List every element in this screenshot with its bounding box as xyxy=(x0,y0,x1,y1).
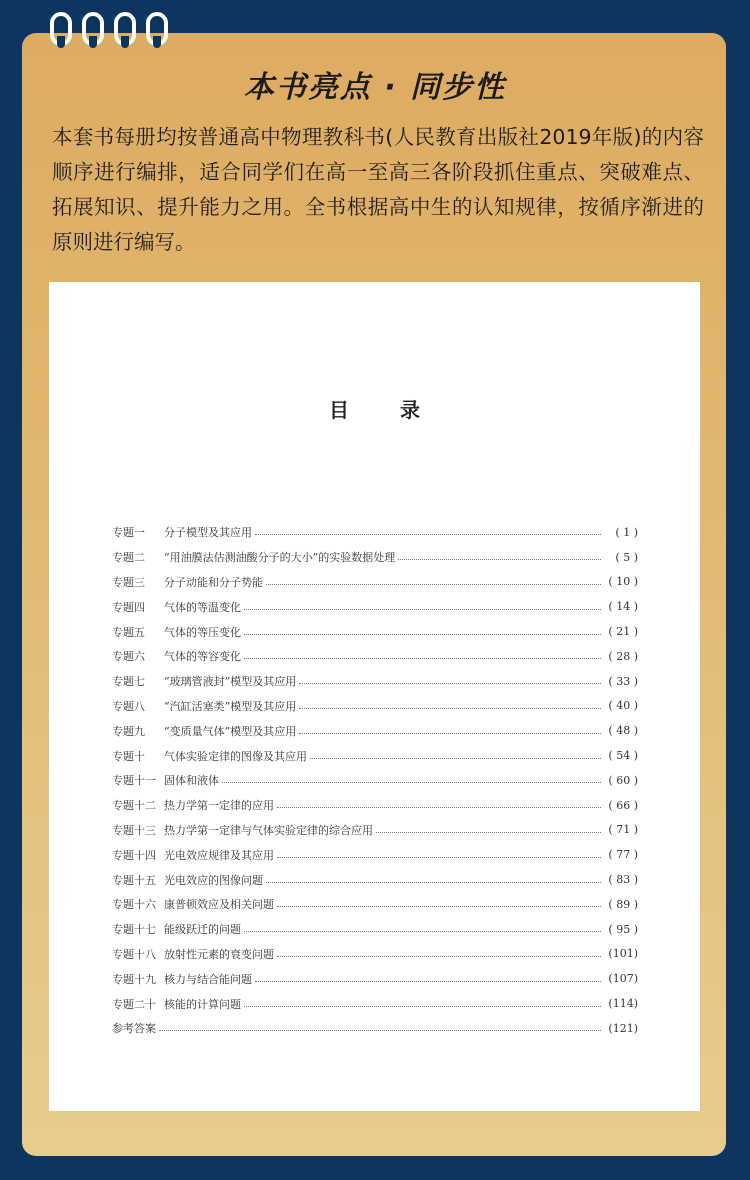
toc-entry-label: 专题十八 xyxy=(112,947,156,961)
toc-entry-title: “玻璃管液封”模型及其应用 xyxy=(164,675,297,689)
dot-leader xyxy=(310,757,601,759)
toc-entry-page: ( 33 ) xyxy=(608,674,638,688)
toc-entry xyxy=(112,793,638,818)
toc-entry-title: 热力学第一定律与气体实验定律的综合应用 xyxy=(164,823,373,837)
toc-entry xyxy=(112,644,638,669)
toc-entry-label: 专题十一 xyxy=(112,774,156,788)
toc-entry-label: 专题九 xyxy=(112,724,145,738)
toc-entry-label: 专题三 xyxy=(112,575,145,589)
dot-leader xyxy=(376,831,601,833)
dot-leader xyxy=(299,682,601,684)
toc-entry-title: 气体的等容变化 xyxy=(164,650,241,664)
toc-entry-title: 分子动能和分子势能 xyxy=(164,575,263,589)
toc-entry-page: ( 40 ) xyxy=(608,699,638,713)
dot-leader xyxy=(244,633,601,635)
toc-entry xyxy=(112,892,638,917)
toc-entry-page: ( 83 ) xyxy=(608,873,638,887)
toc-entry-page: ( 54 ) xyxy=(608,749,638,763)
toc-entry xyxy=(112,991,638,1016)
dot-leader xyxy=(244,1005,601,1007)
toc-entry-title: “用油膜法估测油酸分子的大小”的实验数据处理 xyxy=(164,551,396,565)
toc-entry xyxy=(112,619,638,644)
toc-entry xyxy=(112,694,638,719)
dot-leader xyxy=(277,905,601,907)
dot-leader xyxy=(159,1029,601,1031)
toc-title: 目 录 xyxy=(329,398,442,422)
toc-entry-page: ( 48 ) xyxy=(608,724,638,738)
ring-icon xyxy=(82,12,104,46)
toc-entry-title: 气体实验定律的图像及其应用 xyxy=(164,749,307,763)
toc-entry-page: ( 66 ) xyxy=(608,798,638,812)
dot-leader xyxy=(255,533,601,535)
toc-entry-page: ( 95 ) xyxy=(608,922,638,936)
dot-leader xyxy=(277,806,601,808)
toc-entry-label: 专题十二 xyxy=(112,799,156,813)
toc-entry xyxy=(112,669,638,694)
toc-entry-title: 固体和液体 xyxy=(164,774,219,788)
toc-entry xyxy=(112,768,638,793)
dot-leader xyxy=(222,781,601,783)
toc-entry-page: ( 28 ) xyxy=(608,649,638,663)
toc-entry-label: 专题一 xyxy=(112,526,145,540)
table-of-contents xyxy=(112,520,638,1041)
toc-entry-title: 气体的等温变化 xyxy=(164,600,241,614)
toc-entry-page: (101) xyxy=(608,947,638,961)
toc-entry xyxy=(112,867,638,892)
toc-entry-title: 康普顿效应及相关问题 xyxy=(164,898,274,912)
toc-entry xyxy=(112,570,638,595)
toc-entry-title: 放射性元素的衰变问题 xyxy=(164,947,274,961)
toc-entry xyxy=(112,718,638,743)
dot-leader xyxy=(244,657,601,659)
toc-entry-label: 专题六 xyxy=(112,650,145,664)
toc-entry-label: 专题二十 xyxy=(112,997,156,1011)
feature-description: 本套书每册均按普通高中物理教科书(人民教育出版社2019年版)的内容顺序进行编排，适合同学们在高一至高三各阶段抓住重点、突破难点、拓展知识、提升能力之用。全书根据高中生的认知规律，按循序渐进的原则进行编写。 xyxy=(52,125,704,254)
toc-entry-page: ( 77 ) xyxy=(608,848,638,862)
toc-entry-label: 专题七 xyxy=(112,675,145,689)
ring-icon xyxy=(146,12,168,46)
binder-rings-decoration xyxy=(50,12,190,54)
toc-entry-title: 核能的计算问题 xyxy=(164,997,241,1011)
toc-entry-title: 光电效应的图像问题 xyxy=(164,873,263,887)
toc-entry-page: ( 1 ) xyxy=(615,525,638,539)
ring-icon xyxy=(114,12,136,46)
toc-entry-label: 专题八 xyxy=(112,699,145,713)
toc-entry xyxy=(112,917,638,942)
toc-entry-page: ( 10 ) xyxy=(608,575,638,589)
toc-entry-title: “汽缸活塞类”模型及其应用 xyxy=(164,699,297,713)
toc-entry-label: 专题十九 xyxy=(112,972,156,986)
toc-entry-page: ( 60 ) xyxy=(608,773,638,787)
dot-leader xyxy=(299,707,601,709)
dot-leader xyxy=(398,558,601,560)
toc-entry-title: 参考答案 xyxy=(112,1022,156,1036)
toc-entry-title: 核力与结合能问题 xyxy=(164,972,252,986)
toc-entry-label: 专题五 xyxy=(112,625,145,639)
dot-leader xyxy=(255,980,601,982)
toc-entry-label: 专题十三 xyxy=(112,823,156,837)
dot-leader xyxy=(299,732,601,734)
dot-leader xyxy=(266,583,601,585)
toc-entry-label: 专题十五 xyxy=(112,873,156,887)
toc-entry xyxy=(112,520,638,545)
toc-entry-label: 专题四 xyxy=(112,600,145,614)
toc-entry-label: 专题十 xyxy=(112,749,145,763)
toc-entry xyxy=(112,594,638,619)
toc-entry-page: (121) xyxy=(608,1021,638,1035)
toc-entry-title: 光电效应规律及其应用 xyxy=(164,848,274,862)
toc-entry-title: 气体的等压变化 xyxy=(164,625,241,639)
dot-leader xyxy=(277,955,601,957)
toc-entry-title: 分子模型及其应用 xyxy=(164,526,252,540)
toc-entry xyxy=(112,545,638,570)
toc-entry-page: ( 21 ) xyxy=(608,625,638,639)
toc-entry-page: ( 5 ) xyxy=(615,550,638,564)
dot-leader xyxy=(244,930,601,932)
toc-entry xyxy=(112,966,638,991)
toc-entry-label: 专题十四 xyxy=(112,848,156,862)
feature-heading: 本书亮点 · 同步性 xyxy=(243,70,507,105)
toc-entry-label: 专题十七 xyxy=(112,923,156,937)
toc-entry-title: 能级跃迁的问题 xyxy=(164,923,241,937)
toc-entry-page: (114) xyxy=(608,997,638,1011)
dot-leader xyxy=(266,881,601,883)
toc-entry xyxy=(112,818,638,843)
toc-entry-page: ( 89 ) xyxy=(608,897,638,911)
dot-leader xyxy=(277,856,601,858)
toc-entry-title: 热力学第一定律的应用 xyxy=(164,799,274,813)
toc-entry xyxy=(112,942,638,967)
dot-leader xyxy=(244,608,601,610)
toc-entry-page: (107) xyxy=(608,972,638,986)
book-page-image xyxy=(49,282,700,1111)
toc-entry xyxy=(112,1016,638,1041)
toc-entry xyxy=(112,743,638,768)
toc-entry-title: “变质量气体”模型及其应用 xyxy=(164,724,297,738)
toc-entry-label: 专题十六 xyxy=(112,898,156,912)
ring-icon xyxy=(50,12,72,46)
toc-entry-page: ( 71 ) xyxy=(608,823,638,837)
toc-entry-label: 专题二 xyxy=(112,551,145,565)
toc-entry xyxy=(112,842,638,867)
toc-entry-page: ( 14 ) xyxy=(608,600,638,614)
